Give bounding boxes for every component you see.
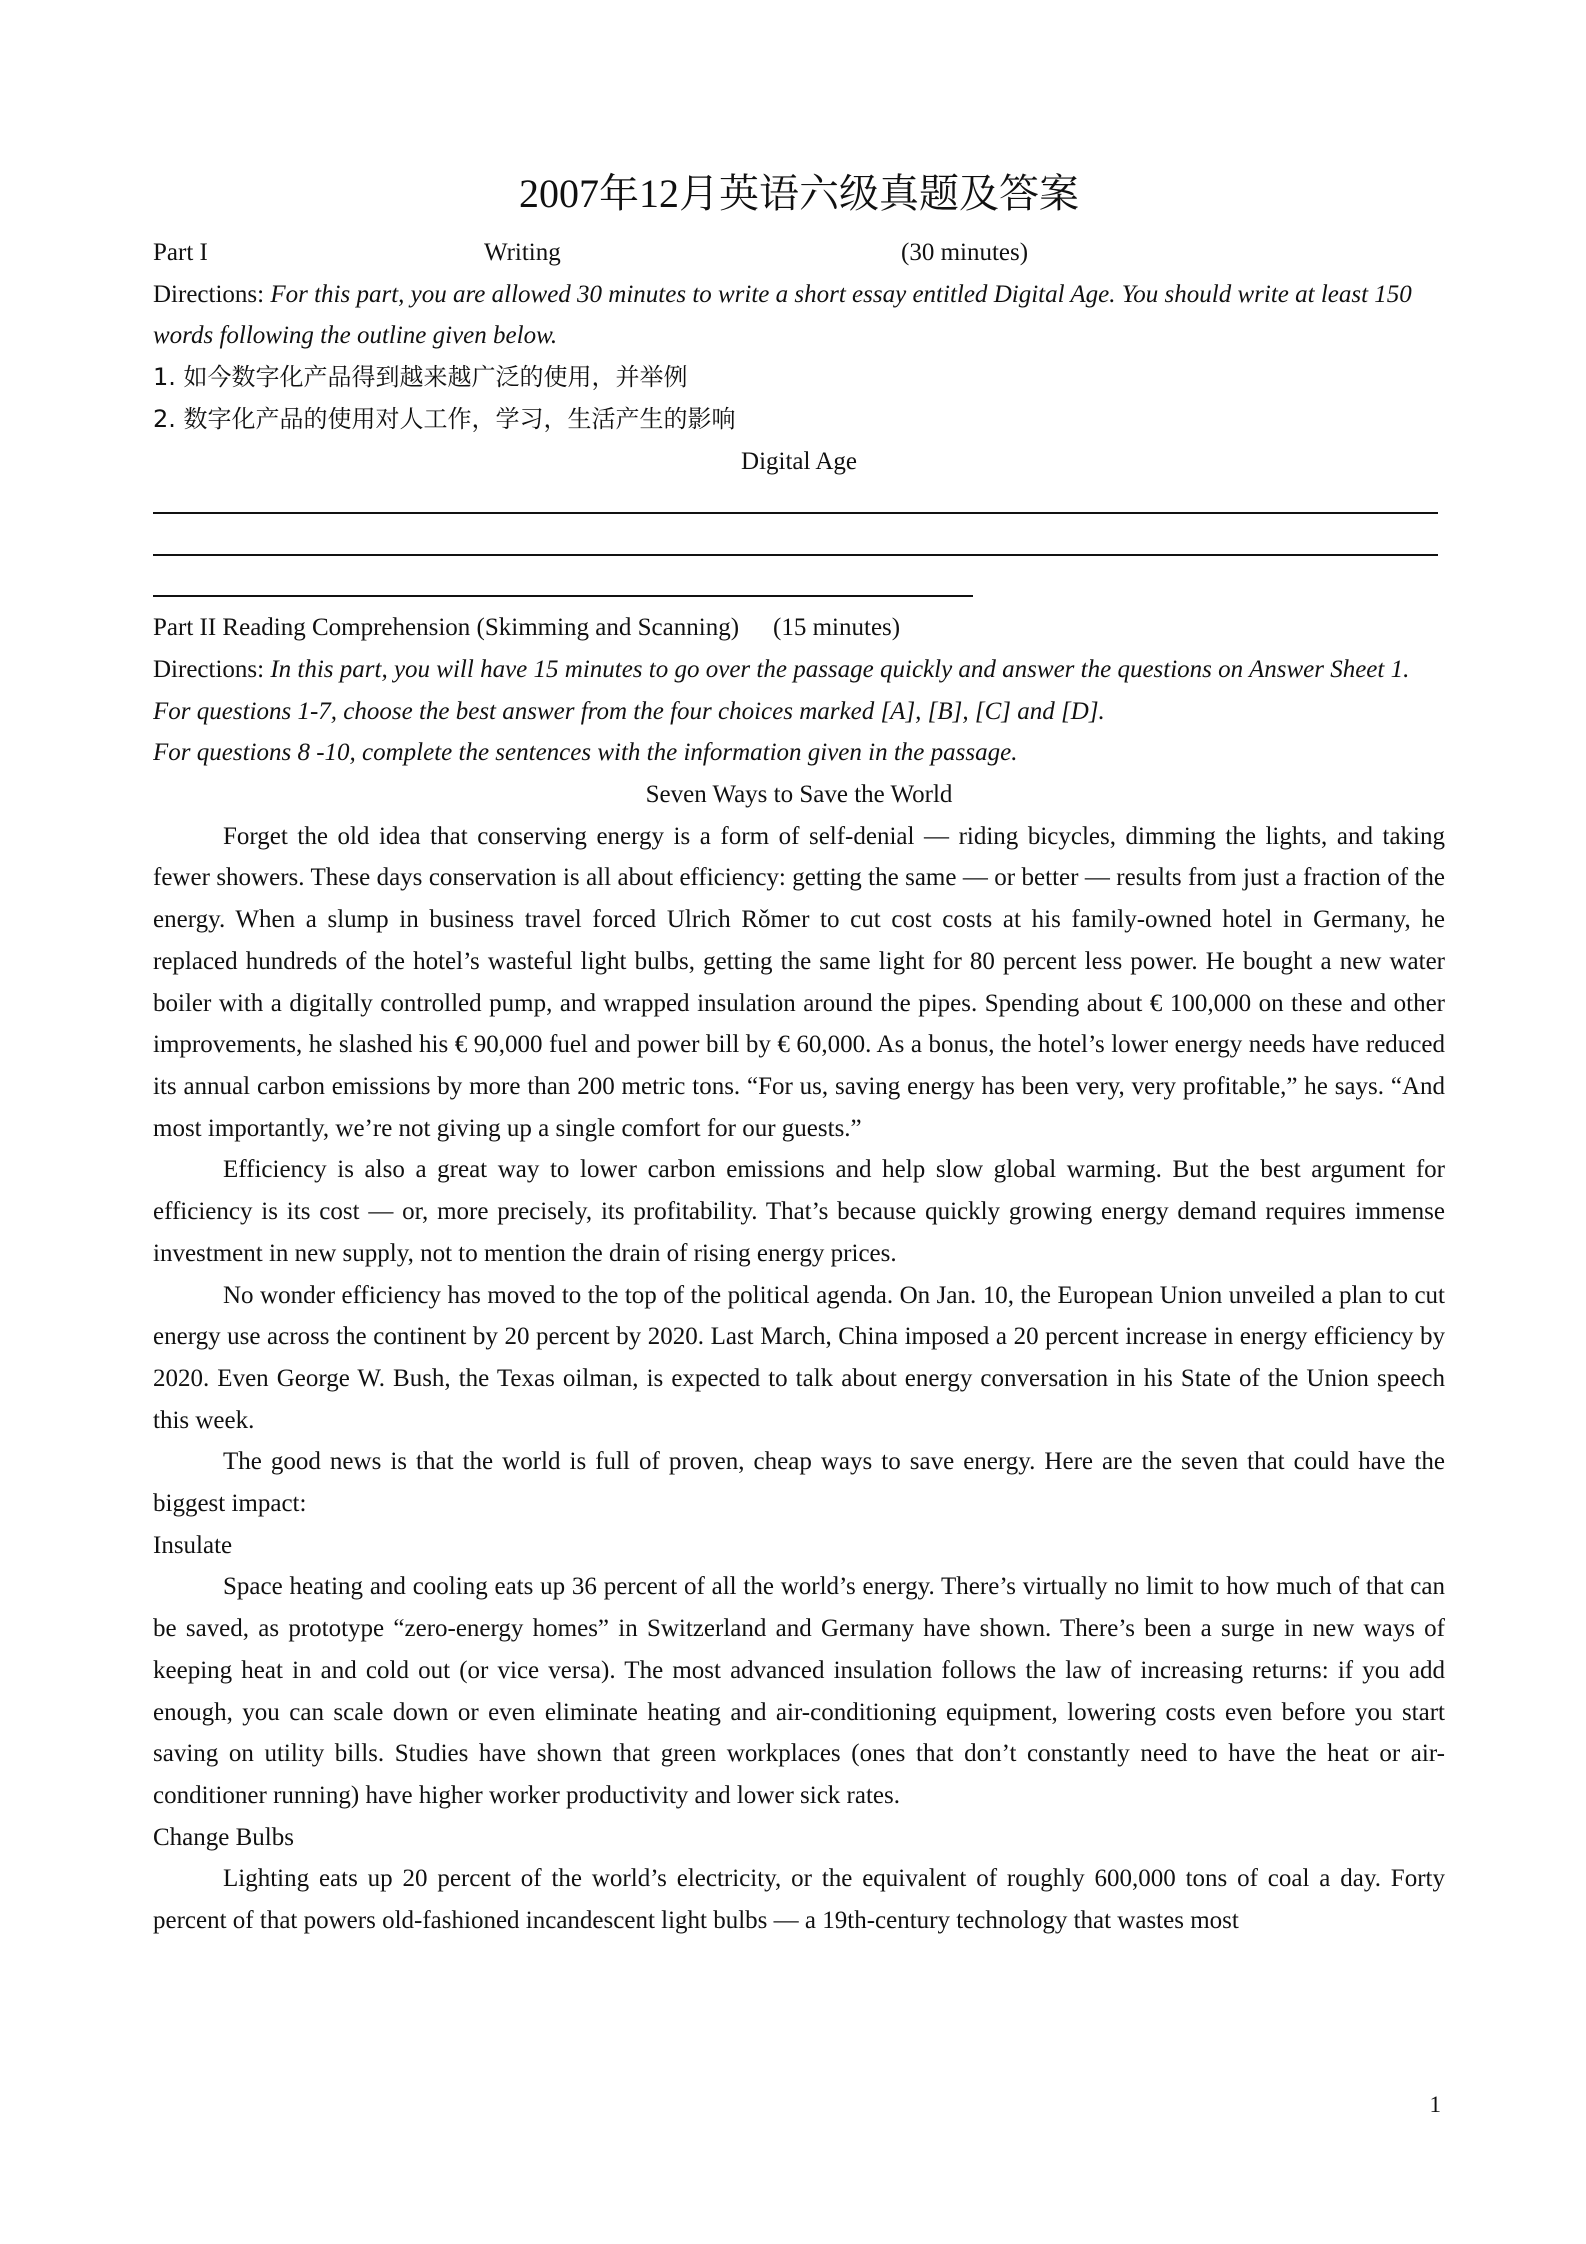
part2-header (153, 607, 1445, 649)
part2-directions-text: In this part, you will have 15 minutes to go over the passage quickly and answer the questions on Answer Sheet 1. (264, 655, 1410, 683)
part1-header (153, 232, 1445, 274)
part1-label: Part I (153, 239, 208, 266)
part2-instruction-1: For questions 1-7, choose the best answer from the four choices marked [A], [B], [C] and [D]. (153, 697, 1105, 725)
passage-title: Seven Ways to Save the World (645, 781, 953, 809)
page-content (153, 162, 1445, 1942)
part2-directions-label: Directions: (153, 655, 265, 683)
part1-directions-label: Directions: (153, 280, 265, 308)
part1-directions-text-1: For this part, you are allowed 30 minutes to write a short essay entitled (264, 280, 994, 308)
section-text-insulate: Space heating and cooling eats up 36 percent of all the world’s energy. There’s virtually no limit to how much of that can be saved, as prototype “zero-energy homes” in Switzerland and Germany have shown. There’s been a surge in new ways of keeping heat in and cold out (or vice versa). The most advanced insulation follows the law of increasing returns: if you add enough, you can scale down or even eliminate heating and air-conditioning equipment, lowering costs even before you start saving on utility bills. Studies have shown that green workplaces (ones that don’t constantly need to have the heat or air-conditioner running) have higher worker productivity and lower sick rates. (153, 1573, 1445, 1809)
part1-time: (30 minutes) (901, 239, 1029, 266)
passage-paragraph-2: Efficiency is also a great way to lower carbon emissions and help slow global warming. But the best argument for efficiency is its cost — or, more precisely, its profitability. That’s because quickly growing energy demand requires immense investment in new supply, not to mention the drain of rising energy prices. (153, 1156, 1445, 1267)
part2-instruction-2: For questions 8 -10, complete the sentences with the information given in the passage. (153, 739, 1018, 767)
answer-line-1 (153, 482, 1445, 524)
passage-paragraph-3: No wonder efficiency has moved to the top of the political agenda. On Jan. 10, the European Union unveiled a plan to cut energy use across the continent by 20 percent by 2020. Last March, China imposed a 20 percent increase in energy efficiency by 2020. Even George W. Bush, the Texas oilman, is expected to talk about energy conversation in his State of the Union speech this week. (153, 1281, 1445, 1434)
answer-line-2 (153, 524, 1445, 566)
essay-title: Digital Age (741, 447, 857, 475)
section-heading-insulate: Insulate (153, 1531, 233, 1559)
part1-directions-text-2: . You should write at least 150 words following the outline given below. (153, 280, 1412, 350)
answer-line-3 (153, 566, 1445, 608)
outline-item-2: 2. 数字化产品的使用对人工作，学习，生活产生的影响 (153, 404, 736, 433)
answer-rule-3 (153, 595, 973, 597)
passage-paragraph-1: Forget the old idea that conserving energy is a form of self-denial — riding bicycles, dimming the lights, and taking fewer showers. These days conservation is all about efficiency: getting the same — or better — results from just a fraction of the energy. When a slump in business travel forced Ulrich Rǒmer to cut cost costs at his family-owned hotel in Germany, he replaced hundreds of the hotel’s wasteful light bulbs, getting the same light for 80 percent less power. He bought a new water boiler with a digitally controlled pump, and wrapped insulation around the pipes. Spending about € 100,000 on these and other improvements, he slashed his € 90,000 fuel and power bill by € 60,000. As a bonus, the hotel’s lower energy needs have reduced its annual carbon emissions by more than 200 metric tons. “For us, saving energy has been very, very profitable,” he says. “And most importantly, we’re not giving up a single comfort for our guests.” (153, 822, 1445, 1142)
part2-label: Part II Reading Comprehension (Skimming and Scanning) (153, 614, 740, 642)
part1-name: Writing (484, 239, 561, 266)
page-number: 1 (1429, 2092, 1441, 2117)
part2-directions (153, 649, 1445, 691)
outline-item-1: 1. 如今数字化产品得到越来越广泛的使用，并举例 (153, 363, 688, 392)
page-title: 2007年12月英语六级真题及答案 (519, 171, 1079, 216)
part1-directions (153, 274, 1445, 357)
answer-rule-1 (153, 512, 1438, 514)
section-heading-change-bulbs: Change Bulbs (153, 1823, 294, 1851)
part1-essay-topic: Digital Age (993, 280, 1110, 308)
part2-time: (15 minutes) (773, 614, 901, 642)
section-text-change-bulbs: Lighting eats up 20 percent of the world’s electricity, or the equivalent of roughly 600,000 tons of coal a day. Forty percent of that powers old-fashioned incandescent light bulbs — a 19th-century technology that wastes most (153, 1865, 1445, 1935)
answer-rule-2 (153, 554, 1438, 556)
passage-paragraph-4: The good news is that the world is full of proven, cheap ways to save energy. Here are the seven that could have the biggest impact: (153, 1448, 1445, 1518)
